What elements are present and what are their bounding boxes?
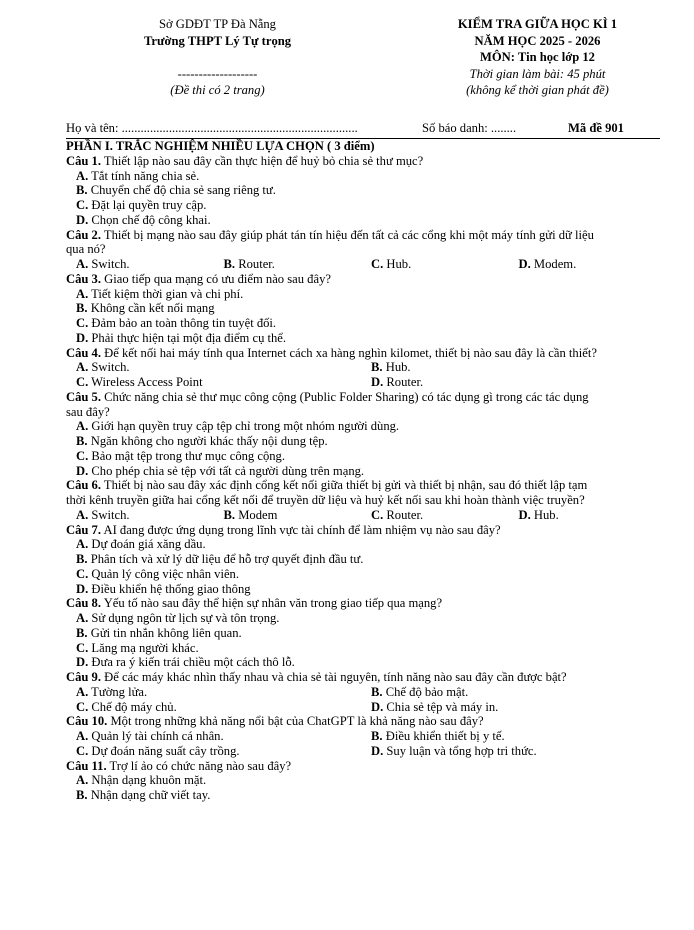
option: B. Hub. bbox=[371, 360, 411, 375]
option: C. Quản lý công việc nhân viên. bbox=[76, 566, 239, 581]
option: A. Tường lửa. bbox=[76, 684, 148, 699]
option: D. Suy luận và tổng hợp tri thức. bbox=[371, 743, 537, 758]
option: B. Không cần kết nối mạng bbox=[76, 301, 215, 316]
options-row bbox=[66, 375, 666, 390]
duration-note: (không kể thời gian phát đề) bbox=[466, 83, 609, 97]
option: C. Bảo mật tệp trong thư mục công cộng. bbox=[76, 448, 285, 463]
option: A. Dự đoán giá xăng dầu. bbox=[76, 537, 206, 552]
option: B. Điều khiển thiết bị y tế. bbox=[371, 729, 505, 743]
exam-duration: Thời gian làm bài: 45 phút bbox=[469, 66, 606, 81]
exam-title: KIỂM TRA GIỮA HỌC KÌ 1 bbox=[457, 17, 618, 31]
option: D. Chọn chế độ công khai. bbox=[76, 212, 211, 227]
question-6: Câu 6. Thiết bị nào sau đây xác định cổng kết nối giữa thiết bị gửi và thiết bị nhận, sau đó thiết lập tạm bbox=[66, 478, 588, 493]
department-name: Sở GDĐT TP Đà Nẵng bbox=[159, 17, 276, 31]
option: C. Chế độ máy chủ. bbox=[76, 699, 177, 714]
question-10: Câu 10. Một trong những khả năng nổi bật của ChatGPT là khả năng nào sau đây? bbox=[66, 714, 484, 729]
option: A. Switch. bbox=[76, 507, 130, 522]
option: A. Giới hạn quyền truy cập tệp chỉ trong một nhóm người dùng. bbox=[76, 419, 400, 434]
question-6-cont: thời kênh truyền giữa hai cổng kết nối để truyền dữ liệu và huỷ kết nối sau khi hoàn thành việc truyền? bbox=[66, 493, 585, 507]
option: C. Dự đoán năng suất cây trồng. bbox=[76, 743, 240, 758]
option: D. Modem. bbox=[518, 257, 577, 271]
school-name: Trường THPT Lý Tự trọng bbox=[143, 33, 292, 48]
option: C. Đảm bảo an toàn thông tin tuyệt đối. bbox=[76, 316, 277, 330]
school-year: NĂM HỌC 2025 - 2026 bbox=[474, 33, 601, 48]
options-row bbox=[66, 508, 666, 523]
exam-code: Mã đề 901 bbox=[568, 121, 624, 135]
options-row bbox=[66, 744, 666, 759]
option: B. Ngăn không cho người khác thấy nội dung tệp. bbox=[76, 434, 328, 448]
option: D. Chia sẻ tệp và máy in. bbox=[371, 699, 499, 714]
option: C. Hub. bbox=[371, 257, 412, 271]
option: C. Lăng mạ người khác. bbox=[76, 640, 199, 655]
option: C. Wireless Access Point bbox=[76, 375, 203, 389]
option: B. Router. bbox=[223, 257, 275, 271]
option: A. Tiết kiệm thời gian và chi phí. bbox=[76, 286, 244, 301]
option: B. Gửi tin nhắn không liên quan. bbox=[76, 625, 242, 640]
header-right bbox=[395, 16, 680, 99]
dash-separator: ------------------- bbox=[177, 66, 258, 81]
option: D. Router. bbox=[371, 375, 424, 389]
option: D. Phải thực hiện tại một địa điểm cụ thể. bbox=[76, 330, 287, 345]
candidate-number-label: Số báo danh: ........ bbox=[422, 121, 517, 135]
option: D. Hub. bbox=[518, 507, 559, 522]
pages-note: (Đề thi có 2 trang) bbox=[170, 83, 265, 97]
option: B. Nhận dạng chữ viết tay. bbox=[76, 788, 211, 802]
question-7: Câu 7. AI đang được ứng dụng trong lĩnh vực tài chính để làm nhiệm vụ nào sau đây? bbox=[66, 522, 501, 537]
student-info-line bbox=[66, 121, 660, 139]
options-row bbox=[66, 685, 666, 700]
question-4: Câu 4. Để kết nối hai máy tính qua Internet cách xa hàng nghìn kilomet, thiết bị nào sau đây là cần thiết? bbox=[66, 345, 597, 360]
options-row bbox=[66, 360, 666, 375]
question-3: Câu 3. Giao tiếp qua mạng có ưu điểm nào sau đây? bbox=[66, 271, 331, 286]
option: D. Đưa ra ý kiến trái chiều một cách thô lỗ. bbox=[76, 655, 295, 670]
options-row bbox=[66, 257, 666, 272]
subject: MÔN: Tin học lớp 12 bbox=[480, 50, 595, 64]
option: B. Chuyển chế độ chia sẻ sang riêng tư. bbox=[76, 183, 276, 198]
option: A. Nhận dạng khuôn mặt. bbox=[76, 773, 207, 788]
question-9: Câu 9. Để các máy khác nhìn thấy nhau và chia sẻ tài nguyên, tính năng nào sau đây cần được bật? bbox=[66, 670, 567, 684]
question-2: Câu 2. Thiết bị mạng nào sau đây giúp phát tán tín hiệu đến tất cả các cổng khi một máy tính gửi dữ liệu bbox=[66, 227, 594, 242]
options-row bbox=[66, 700, 666, 715]
name-label: Họ và tên: ........................................................................... bbox=[66, 121, 358, 135]
question-5-cont: sau đây? bbox=[66, 404, 110, 419]
option: A. Quản lý tài chính cá nhân. bbox=[76, 729, 224, 743]
header-left bbox=[110, 16, 325, 99]
option: C. Đặt lại quyền truy cập. bbox=[76, 198, 207, 212]
question-1: Câu 1. Thiết lập nào sau đây cần thực hiện để huỷ bỏ chia sẻ thư mục? bbox=[66, 153, 424, 168]
option: B. Modem bbox=[223, 507, 278, 522]
option: A. Switch. bbox=[76, 360, 130, 375]
question-8: Câu 8. Yếu tố nào sau đây thể hiện sự nhân văn trong giao tiếp qua mạng? bbox=[66, 596, 443, 611]
option: C. Router. bbox=[371, 507, 424, 522]
question-2-cont: qua nó? bbox=[66, 242, 106, 257]
question-5: Câu 5. Chức năng chia sẻ thư mục công cộng (Public Folder Sharing) có tác dụng gì trong các tác dụng bbox=[66, 389, 589, 404]
question-11: Câu 11. Trợ lí ảo có chức năng nào sau đây? bbox=[66, 758, 292, 773]
option: A. Sử dụng ngôn từ lịch sự và tôn trọng. bbox=[76, 611, 280, 625]
option: D. Cho phép chia sẻ tệp với tất cả người dùng trên mạng. bbox=[76, 463, 365, 478]
options-row bbox=[66, 729, 666, 744]
section-title: PHẦN I. TRẮC NGHIỆM NHIỀU LỰA CHỌN ( 3 điểm) bbox=[66, 139, 375, 153]
option: A. Switch. bbox=[76, 257, 130, 271]
exam-content bbox=[66, 139, 666, 803]
option: B. Chế độ bảo mật. bbox=[371, 684, 469, 699]
option: A. Tắt tính năng chia sẻ. bbox=[76, 168, 200, 183]
option: D. Điều khiển hệ thống giao thông bbox=[76, 581, 251, 596]
option: B. Phân tích và xử lý dữ liệu để hỗ trợ quyết định đầu tư. bbox=[76, 552, 364, 566]
